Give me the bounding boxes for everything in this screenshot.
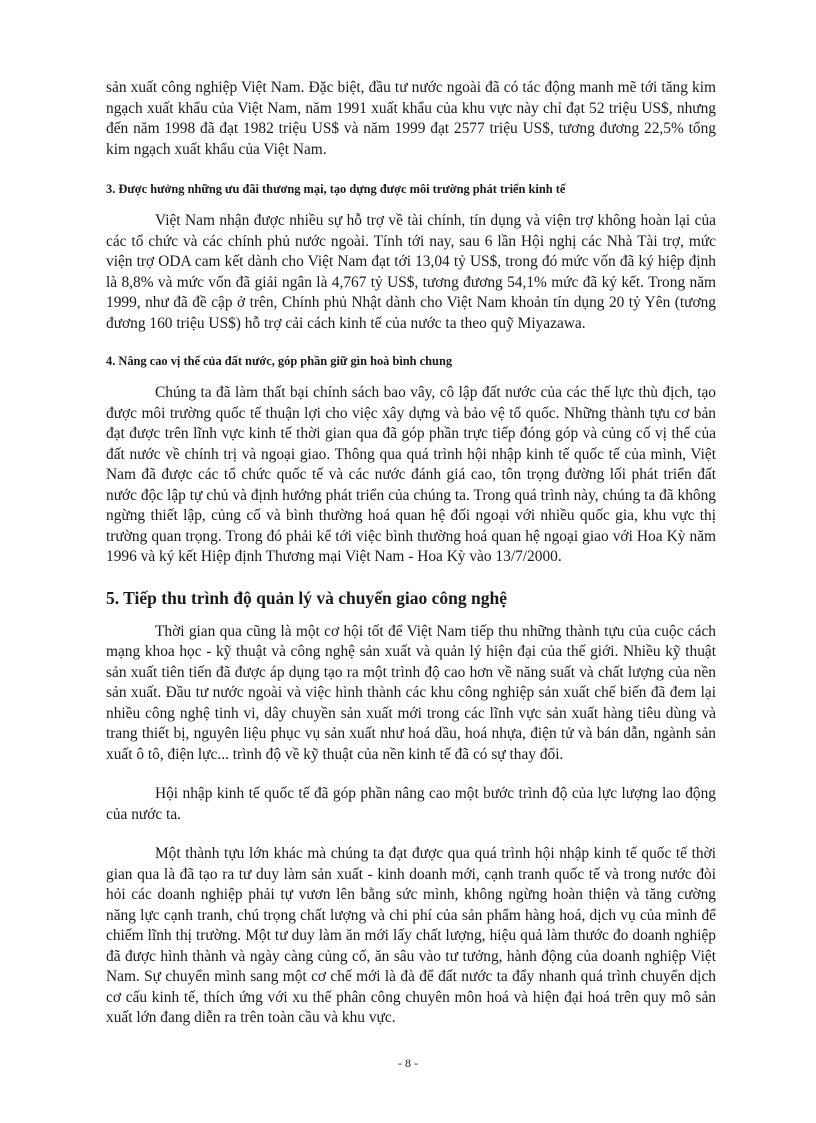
section-3-heading: 3. Được hưởng những ưu đãi thương mại, tạo dựng được môi trường phát triển kinh tế	[106, 182, 566, 196]
section-4-heading: 4. Nâng cao vị thế của đất nước, góp phần giữ gìn hoà bình chung	[106, 354, 453, 368]
section-5-heading: 5. Tiếp thu trình độ quản lý và chuyển giao công nghệ	[106, 587, 507, 608]
page-number: - 8 -	[398, 1056, 418, 1070]
intro-paragraph: sản xuất công nghiệp Việt Nam. Đặc biệt, đầu tư nước ngoài đã có tác động manh mẽ tới tăng kim ngạch xuất khẩu của Việt Nam, năm 1991 xuất khẩu của khu vực này chỉ đạt 52 triệu US$, nhưng đến năm 1998 đã đạt 1982 triệu US$ và năm 1999 đạt 2577 triệu US$, tương đương 22,5% tổng kim ngạch xuất khẩu của Việt Nam.	[106, 79, 716, 158]
section-5-paragraph-2: Hội nhập kinh tế quốc tế đã góp phần nâng cao một bước trình độ của lực lượng lao động của nước ta.	[106, 785, 716, 823]
section-5-paragraph-1: Thời gian qua cũng là một cơ hội tốt để Việt Nam tiếp thu những thành tựu của cuộc cách mạng khoa học - kỹ thuật và công nghệ sản xuất và quản lý hiện đại của thế giới. Nhiều kỹ thuật sản xuất tiên tiến đã được áp dụng tạo ra một trình độ cao hơn về năng suất và chất lượng của nền sản xuất. Đầu tư nước ngoài và việc hình thành các khu công nghiệp sản xuất chế biến đã đem lại nhiều công nghệ tinh vi, dây chuyền sản xuất mới trong các lĩnh vực sản xuất hàng tiêu dùng và trang thiết bị, nguyên liệu phục vụ sản xuất như hoá dầu, hoá nhựa, điện tử và bán dẫn, ngành sản xuất ô tô, điện lực... trình độ về kỹ thuật của nền kinh tế đã có sự thay đổi.	[106, 622, 716, 763]
section-3-paragraph: Việt Nam nhận được nhiều sự hỗ trợ về tài chính, tín dụng và viện trợ không hoàn lại của các tổ chức và các chính phủ nước ngoài. Tính tới nay, sau 6 lần Hội nghị các Nhà Tài trợ, mức viện trợ ODA cam kết dành cho Việt Nam đạt tới 13,04 tỷ US$, trong đó mức vốn đã ký hiệp định là 8,8% và mức vốn đã giải ngân là 4,767 tỷ US$, tương đương 54,1% mức đã ký kết. Trong năm 1999, như đã đề cập ở trên, Chính phủ Nhật dành cho Việt Nam khoản tín dụng 20 tỷ Yên (tương đương 160 triệu US$) hỗ trợ cải cách kinh tế của nước ta theo quỹ Miyazawa.	[106, 212, 716, 332]
section-4-paragraph: Chúng ta đã làm thất bại chính sách bao vây, cô lập đất nước của các thế lực thù địch, tạo được môi trường quốc tế thuận lợi cho việc xây dựng và bảo vệ tổ quốc. Những thành tựu cơ bản đạt được trên lĩnh vực kinh tế thời gian qua đã góp phần trực tiếp đóng góp và củng cố vị thế của đất nước về chính trị và ngoại giao. Thông qua quá trình hội nhập kinh tế quốc tế của mình, Việt Nam đã được các tổ chức quốc tế và các nước đánh giá cao, tôn trọng đường lối phát triển đất nước độc lập tự chủ và định hướng phát triển của chúng ta. Trong quá trình này, chúng ta đã không ngừng thiết lập, củng cố và bình thường hoá quan hệ đối ngoại với nhiều quốc gia, khu vực thị trường quan trọng. Trong đó phải kể tới việc bình thường hoá quan hệ ngoại giao với Hoa Kỳ năm 1996 và ký kết Hiệp định Thương mại Việt Nam - Hoa Kỳ vào 13/7/2000.	[106, 384, 716, 565]
section-5-paragraph-3: Một thành tựu lớn khác mà chúng ta đạt được qua quá trình hội nhập kinh tế quốc tế thời gian qua là đã tạo ra tư duy làm sản xuất - kinh doanh mới, cạnh tranh quốc tế và trong nước đòi hỏi các doanh nghiệp phải tự vươn lên bằng sức mình, không ngừng hoàn thiện và tăng cường năng lực cạnh tranh, chú trọng chất lượng và chi phí của sản phẩm hàng hoá, dịch vụ của mình để chiếm lĩnh thị trường. Một tư duy làm ăn mới lấy chất lượng, hiệu quả làm thước đo doanh nghiệp đã được hình thành và ngày càng củng cố, ăn sâu vào tư tưởng, hành động của doanh nghiệp Việt Nam. Sự chuyển mình sang một cơ chế mới là đà để đất nước ta đẩy nhanh quá trình chuyển dịch cơ cấu kinh tế, thích ứng với xu thế phân công chuyên môn hoá và hiện đại hoá trên quy mô sản xuất lớn đang diễn ra trên toàn cầu và khu vực.	[106, 845, 716, 1026]
document-page	[106, 78, 716, 1029]
